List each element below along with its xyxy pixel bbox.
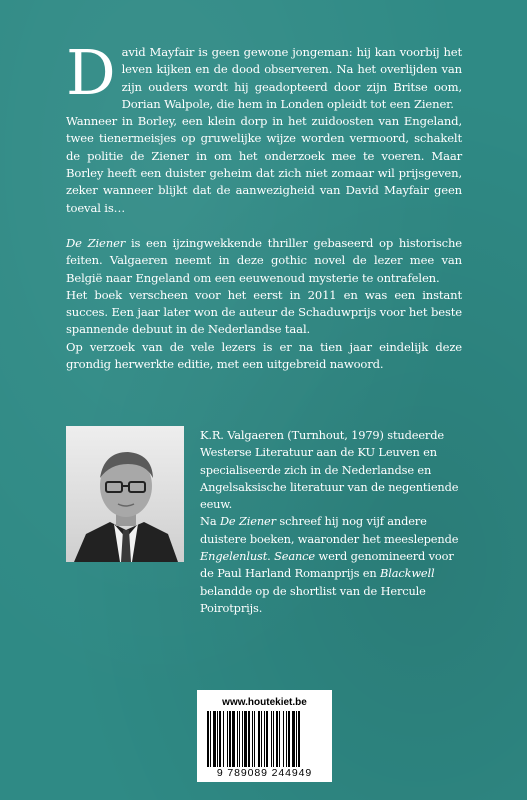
drop-cap: D: [66, 36, 116, 109]
blurb-intro: avid Mayfair is geen gewone jongeman: hij kan voorbij het leven kijken en de dood observeren. Na het overlijden van zijn ouders wordt hij geadopteerd door zijn Britse oom, Dorian Walpole, die hem in Londen opleidt tot een Ziener.: [121, 45, 462, 111]
author-bio-2: Na De Ziener schreef hij nog vijf andere duistere boeken, waaronder het meeslepende Engelenlust. Seance werd genomineerd voor de Paul Harland Romanprijs en Blackwell belandde op de shortlist van de Hercule Poirotprijs.: [200, 514, 459, 615]
blurb-plot: Wanneer in Borley, een klein dorp in het zuidoosten van Engeland, twee tienermeisjes op gruwelijke wijze worden vermoord, schakelt de politie de Ziener in om het onderzoek mee te voeren. Maar Borley heeft een duister geheim dat zich niet zomaar wil prijsgeven, zeker wanneer blijkt dat de aanwezigheid van David Mayfair geen toeval is…: [66, 114, 462, 215]
publisher-website: www.houtekiet.be: [222, 697, 307, 708]
barcode: [207, 711, 323, 767]
blurb-lead: [66, 36, 462, 217]
author-photo: [66, 426, 184, 562]
barcode-label: [197, 690, 332, 782]
blurb-second: [66, 235, 462, 373]
blurb-thriller: De Ziener is een ijzingwekkende thriller gebaseerd op historische feiten. Valgaeren neemt in deze gothic novel de lezer mee van België naar Engeland om een eeuwenoud mysterie te ontrafelen.: [66, 236, 462, 285]
blurb-edition: Op verzoek van de vele lezers is er na tien jaar eindelijk deze grondig herwerkte editie, met een uitgebreid nawoord.: [66, 339, 462, 372]
author-bio: [200, 427, 462, 617]
book-title: De Ziener: [66, 236, 126, 250]
blurb-history: Het boek verscheen voor het eerst in 2011 en was een instant succes. Een jaar later won de auteur de Schaduwprijs voor het beste spannende debuut in de Nederlandse taal.: [66, 287, 462, 337]
isbn-number: 9 789089 244949: [216, 767, 313, 779]
author-bio-1: K.R. Valgaeren (Turnhout, 1979) studeerde Westerse Literatuur aan de KU Leuven en specialiseerde zich in de Nederlandse en Angelsaksische literatuur van de negentiende eeuw.: [200, 428, 459, 512]
